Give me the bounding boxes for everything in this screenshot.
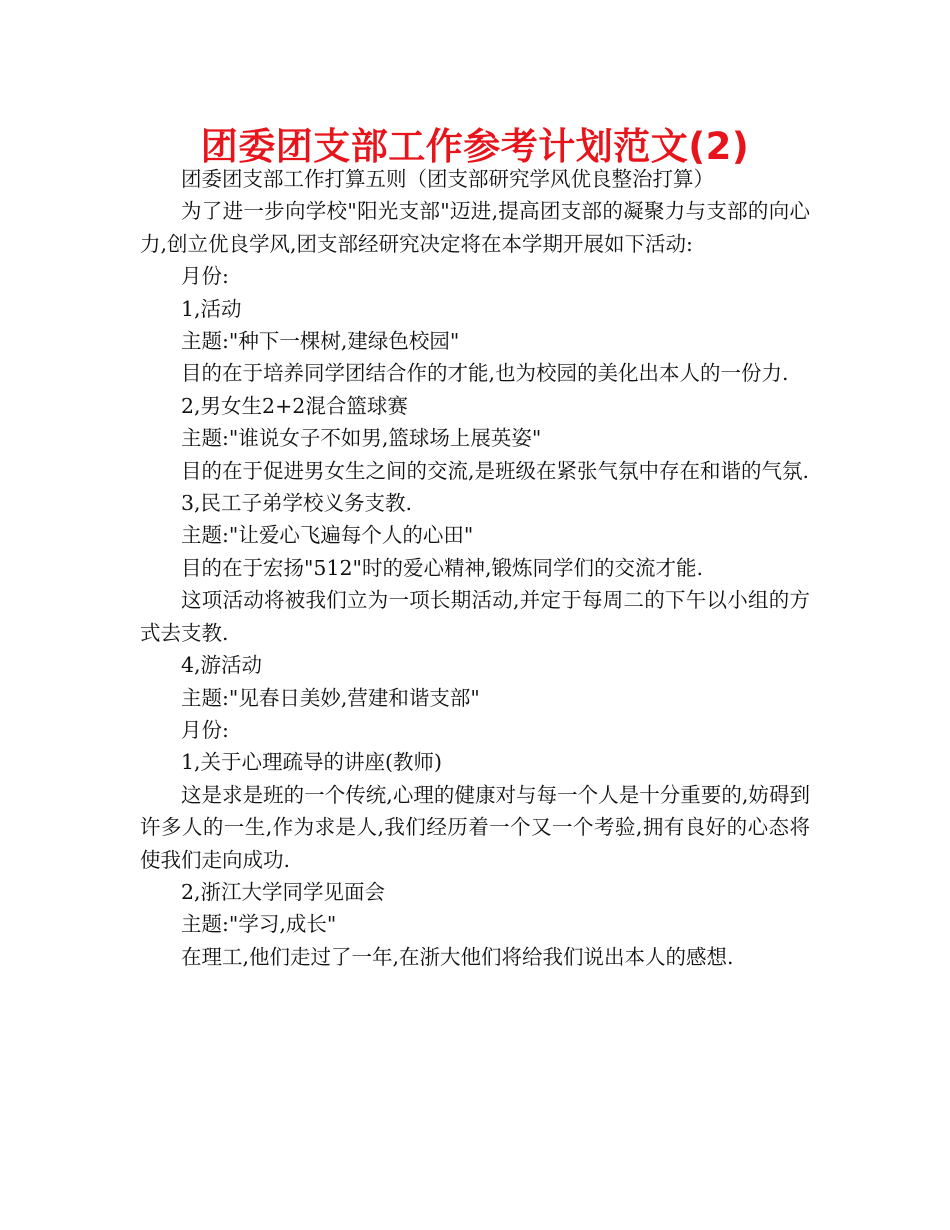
paragraph: 这项活动将被我们立为一项长期活动,并定于每周二的下午以小组的方式去支教. [140,588,810,645]
paragraph: 1,关于心理疏导的讲座(教师) [181,750,443,775]
document-body [140,163,810,973]
paragraph: 月份: [181,264,229,289]
paragraph: 2,男女生2+2混合篮球赛 [181,393,408,418]
paragraph: 目的在于促进男女生之间的交流,是班级在紧张气氛中存在和谐的气氛. [181,458,810,483]
document-title: 团委团支部工作参考计划范文(2) [200,125,750,168]
paragraph: 目的在于宏扬"512"时的爱心精神,锻炼同学们的交流才能. [181,555,704,580]
paragraph: 4,游活动 [181,653,263,678]
paragraph: 3,民工子弟学校义务支教. [181,491,413,516]
paragraph: 主题:"让爱心飞遍每个人的心田" [181,523,474,548]
paragraph: 这是求是班的一个传统,心理的健康对与每一个人是十分重要的,妨碍到许多人的一生,作为求是人,我们经历着一个又一个考验,拥有良好的心态将使我们走向成功. [140,782,810,872]
paragraph: 主题:"谁说女子不如男,篮球场上展英姿" [181,426,542,451]
paragraph: 为了进一步向学校"阳光支部"迈进,提高团支部的凝聚力与支部的向心力,创立优良学风,团支部经研究决定将在本学期开展如下活动: [140,199,810,256]
paragraph: 主题:"见春日美妙,营建和谐支部" [181,685,480,710]
paragraph: 2,浙江大学同学见面会 [181,879,386,904]
paragraph: 团委团支部工作打算五则（团支部研究学风优良整治打算） [181,167,714,191]
paragraph: 在理工,他们走过了一年,在浙大他们将给我们说出本人的感想. [181,944,734,969]
paragraph: 月份: [181,717,229,742]
paragraph: 主题:"种下一棵树,建绿色校园" [181,329,460,354]
paragraph: 1,活动 [181,296,242,321]
paragraph: 主题:"学习,成长" [181,912,337,937]
paragraph: 目的在于培养同学团结合作的才能,也为校园的美化出本人的一份力. [181,361,789,386]
